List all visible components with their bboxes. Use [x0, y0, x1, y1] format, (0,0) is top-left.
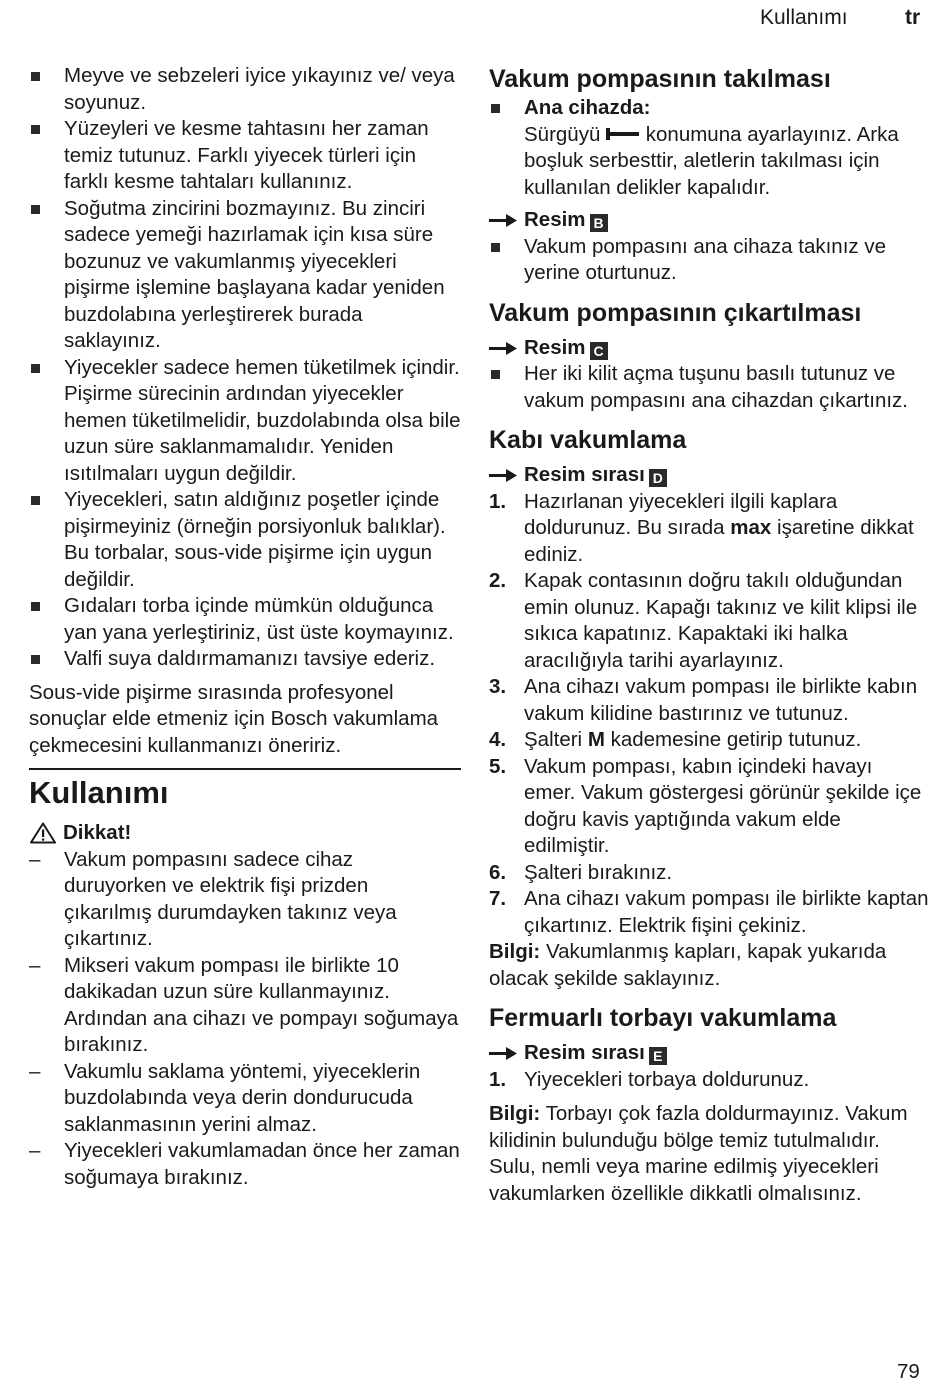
list-item: [489, 95, 929, 122]
step-text: Kapak contasının doğru takılı olduğundan emin olunuz. Kapağı takınız ve kilit klipsi ile sıkıca kapatınız. Kapaktaki iki halka aracılığıyla tarihi ayarlayınız.: [524, 569, 918, 672]
numbered-step: [489, 674, 929, 727]
list-item-text: Vakum pompasını sadece cihaz duruyorken ve elektrik fişi prizden çıkarılmış durumdayken takınız veya çıkartınız.: [64, 847, 397, 950]
section-heading: Fermuarlı torbayı vakumlama: [489, 1004, 837, 1032]
step-text: Yiyecekleri torbaya doldurunuz.: [524, 1067, 810, 1091]
step-number: 1.: [489, 489, 507, 513]
dash-marker: –: [29, 847, 41, 871]
step-number: 5.: [489, 754, 507, 778]
list-item: [29, 116, 461, 196]
list-item-text: Yiyecekleri vakumlamadan önce her zaman soğumaya bırakınız.: [64, 1139, 460, 1189]
list-item: [29, 1059, 461, 1139]
bullet-square-icon: [31, 655, 40, 664]
step-text: Ana cihazı vakum pompası ile birlikte kaptan çıkartınız. Elektrik fişini çekiniz.: [524, 887, 929, 937]
caution-heading: [29, 820, 461, 847]
numbered-step: [489, 727, 929, 754]
arrow-right-icon: [489, 1047, 517, 1060]
arrow-right-icon: [489, 469, 517, 482]
figure-label: Resim: [524, 335, 586, 359]
step-text-bold: M: [587, 728, 605, 751]
info-label: Bilgi:: [489, 1102, 541, 1125]
section-heading: Vakum pompasının çıkartılması: [489, 298, 862, 327]
list-item-text: Gıdaları torba içinde mümkün olduğunca yan yana yerleştiriniz, üst üste koymayınız.: [64, 594, 454, 644]
recommendation-paragraph: Sous-vide pişirme sırasında profesyonel sonuçlar elde etmeniz için Bosch vakumlama çekmecesini kullanmanızı öneririz.: [29, 680, 439, 757]
step-number: 3.: [489, 675, 507, 698]
figure-reference: [489, 462, 929, 489]
bullet-square-icon: [31, 364, 40, 373]
bullet-square-icon: [31, 496, 40, 505]
figure-letter-badge: C: [590, 342, 608, 360]
figure-reference: [489, 207, 929, 234]
numbered-step: [489, 860, 929, 887]
right-column: [489, 63, 929, 1207]
info-label: Bilgi:: [489, 940, 541, 963]
instruction-text: [489, 122, 929, 202]
list-item-text: Valfi suya daldırmamanızı tavsiye ederiz.: [64, 647, 436, 670]
bullet-square-icon: [31, 125, 40, 134]
section-divider: [29, 768, 461, 770]
step-number: 1.: [489, 1067, 507, 1091]
figure-letter-badge: E: [649, 1047, 667, 1065]
dash-marker: –: [29, 1139, 41, 1162]
list-item-text: Vakumlu saklama yöntemi, yiyeceklerin buzdolabında veya derin dondurucuda saklanmasının yerini almaz.: [64, 1059, 421, 1136]
step-text-bold: max: [730, 516, 772, 539]
bullet-square-icon: [491, 370, 500, 379]
slider-text-pre: Sürgüyü: [524, 122, 601, 146]
info-text: Torbayı çok fazla doldurmayınız. Vakum kilidinin bulunduğu bölge temiz tutulmalıdır. Sulu, nemli veya marine edilmiş yiyecekleri vakumlarken özellikle dikkatli olmalısınız.: [489, 1102, 908, 1205]
step-number: 2.: [489, 569, 507, 592]
step-number: 6.: [489, 860, 507, 884]
section-heading: Kullanımı: [29, 775, 169, 810]
list-item: [29, 1138, 461, 1191]
list-item-text: Yiyecekleri, satın aldığınız poşetler içinde pişirmeyiniz (örneğin porsiyonluk balıklar). Bu torbalar, sous-vide pişirme için uygun değildir.: [64, 488, 446, 591]
step-text: kademesine getirip tutunuz.: [610, 728, 862, 751]
arrow-right-icon: [489, 342, 517, 355]
dash-marker: –: [29, 1059, 41, 1083]
list-item-text: Meyve ve sebzeleri iyice yıkayınız ve/ veya soyunuz.: [64, 64, 455, 114]
info-text: Vakumlanmış kapları, kapak yukarıda olacak şekilde saklayınız.: [489, 940, 887, 990]
list-item-text: Her iki kilit açma tuşunu basılı tutunuz ve vakum pompasını ana cihazdan çıkartınız.: [524, 362, 909, 412]
list-item: [29, 355, 461, 488]
step-text: Ana cihazı vakum pompası ile birlikte kabın vakum kilidine bastırınız ve tutunuz.: [524, 675, 918, 725]
page-header-language: tr: [905, 6, 921, 29]
figure-letter-badge: D: [649, 469, 667, 487]
figure-reference: [489, 335, 929, 362]
dash-marker: –: [29, 953, 41, 977]
caution-label: Dikkat!: [63, 821, 132, 844]
section-heading: Kabı vakumlama: [489, 426, 687, 454]
figure-label: Resim sırası: [524, 1041, 645, 1064]
info-note: [489, 939, 929, 992]
step-number: 7.: [489, 887, 507, 910]
step-text: Şalteri bırakınız.: [524, 860, 673, 884]
list-item: [29, 646, 461, 673]
numbered-step: [489, 1067, 929, 1094]
figure-letter-badge: B: [590, 214, 608, 232]
list-item-text: Yüzeyleri ve kesme tahtasını her zaman temiz tutunuz. Farklı yiyecek türleri için farklı kesme tahtaları kullanınız.: [64, 117, 429, 193]
numbered-step: [489, 489, 929, 569]
step-text: işaretine dikkat ediniz.: [524, 516, 914, 566]
list-item: [29, 953, 461, 1059]
bullet-square-icon: [31, 72, 40, 81]
bullet-square-icon: [491, 243, 500, 252]
bullet-square-icon: [31, 205, 40, 214]
list-item-text: Soğutma zincirini bozmayınız. Bu zinciri sadece yemeği hazırlamak için kısa süre bozunuz ve vakumlanmış yiyecekleri pişirme işlemine başlayana kadar yeniden buzdolabına yerleştirerek burada saklayınız.: [64, 196, 445, 352]
slider-text-cont: Arka boşluk serbesttir, aletlerin takılması için kullanılan delikler kapalıdır.: [524, 122, 899, 199]
list-item: [29, 847, 461, 953]
step-text: Vakum pompası, kabın içindeki havayı emer. Vakum göstergesi görünür şekilde içe doğru kavis yaptığında vakum elde edilmiştir.: [524, 754, 922, 857]
list-item: [29, 196, 461, 355]
slider-position-icon: [606, 127, 640, 141]
numbered-step: [489, 886, 929, 939]
info-note: [489, 1101, 929, 1207]
arrow-right-icon: [489, 214, 517, 227]
figure-label: Resim: [524, 208, 586, 231]
list-item: [489, 234, 929, 287]
figure-reference: [489, 1040, 929, 1067]
figure-label: Resim sırası: [524, 463, 645, 486]
step-number: 4.: [489, 728, 507, 751]
section-heading: Vakum pompasının takılması: [489, 65, 831, 93]
step-text: Şalteri: [524, 728, 583, 751]
list-item: [29, 63, 461, 116]
slider-text-post: konumuna ayarlayınız.: [645, 122, 853, 146]
list-item: [489, 361, 929, 414]
list-item: [29, 593, 461, 646]
page-number: 79: [897, 1360, 920, 1383]
numbered-step: [489, 754, 929, 860]
main-device-label: Ana cihazda:: [524, 96, 651, 119]
numbered-step: [489, 568, 929, 674]
list-item-text: Vakum pompasını ana cihaza takınız ve yerine oturtunuz.: [524, 234, 886, 284]
bullet-square-icon: [31, 602, 40, 611]
list-item-text: Mikseri vakum pompası ile birlikte 10 dakikadan uzun süre kullanmayınız. Ardından ana cihazı ve pompayı soğumaya bırakınız.: [64, 953, 459, 1056]
list-item-text: Yiyecekler sadece hemen tüketilmek içindir. Pişirme sürecinin ardından yiyecekler hemen tüketilmelidir, buzdolabında olsa bile uzun süre saklanmamalıdır. Yeniden ısıtılmaları uygun değildir.: [64, 355, 461, 485]
left-column: [29, 63, 461, 1191]
warning-triangle-icon: [30, 822, 56, 844]
page-header-section: Kullanımı: [760, 6, 848, 29]
step-text: Hazırlanan yiyecekleri ilgili kaplara doldurunuz. Bu sırada: [524, 489, 838, 539]
bullet-square-icon: [491, 104, 500, 113]
list-item: [29, 487, 461, 593]
